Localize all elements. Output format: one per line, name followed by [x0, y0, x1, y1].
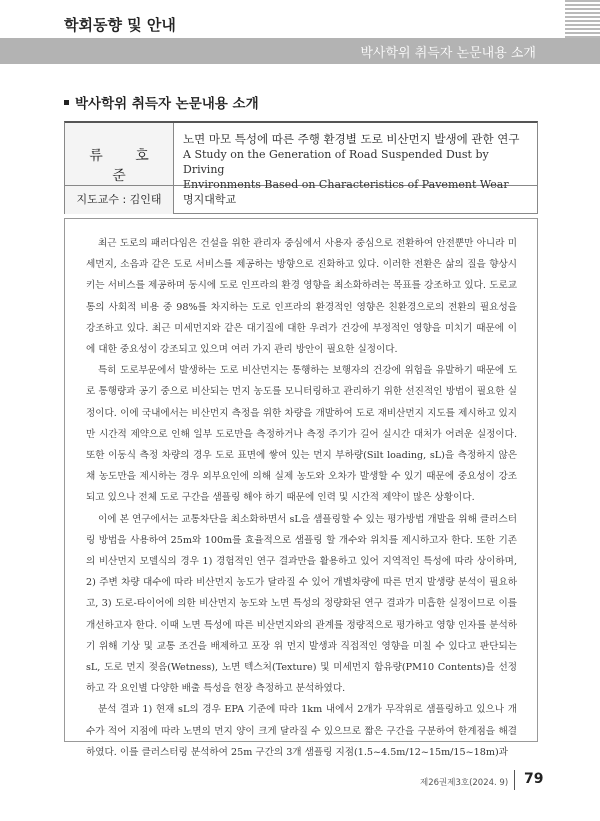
thesis-title-english-line1: A Study on the Generation of Road Suspended Dust by Driving — [183, 148, 489, 176]
header-stripes-decoration — [565, 0, 600, 38]
abstract-paragraph-1: 최근 도로의 패러다임은 건설을 위한 관리자 중심에서 사용자 중심으로 전환하여 안전뿐만 아니라 미세먼지, 소음과 같은 도로 서비스를 제공하는 방향으로 진화하고 있다. 이러한 전환은 삶의 질을 향상시키는 서비스를 제공하며 동시에 도로 인프라의 환경 영향을 최소화하려는 목표를 강조하고 있다. 도로교통의 사회적 비용 중 98%를 차지하는 도로 인프라의 환경적인 영향은 친환경으로의 전환의 필요성을 강조하고 있다. 최근 미세먼지와 같은 대기질에 대한 우려가 건강에 부정적인 영향을 미치기 때문에 이에 대한 중요성이 강조되고 있으며 여러 가지 관리 방안이 필요한 실정이다. — [86, 238, 517, 356]
abstract-paragraph-4: 분석 결과 1) 현재 sL의 경우 EPA 기준에 따라 1km 내에서 2개가 무작위로 샘플링하고 있으나 개수가 적어 지점에 따라 노면의 먼지 양이 크게 달라질 수 있으므로 짧은 구간을 구분하여 한계점을 해결하였다. 이를 클러스터링 분석하여 25m 구간의 3개 샘플링 지점(1.5~4.5m/12~15m/15~18m)과 — [86, 704, 517, 758]
author-name-cell — [65, 123, 174, 185]
university-cell: 명지대학교 — [183, 193, 237, 206]
info-row-advisor — [65, 186, 537, 214]
author-info-table — [64, 121, 538, 214]
footer-divider — [514, 770, 515, 790]
abstract-paragraph-2: 특히 도로부문에서 발생하는 도로 비산먼지는 통행하는 보행자의 건강에 위험을 유발하기 때문에 도로 통행량과 공기 중으로 비산되는 먼지 농도를 모니터링하고 관리하기 위한 선진적인 방법이 필요한 실정이다. 이에 국내에서는 비산먼지 측정을 위한 차량을 개발하여 도로 재비산먼지 지도를 제시하고 있지만 시간적 제약으로 인해 일부 도로만을 측정하거나 측정 주기가 길어 실시간 대처가 어려운 실정이다. 또한 이동식 측정 차량의 경우 도로 표면에 쌓여 있는 먼지 부하량(Silt loading, sL)을 측정하지 않은 채 농도만을 제시하는 경우 외부요인에 의해 실제 농도와 오차가 발생할 수 있기 때문에 중요성이 강조되고 있으나 전체 도로 구간을 샘플링 해야 하기 때문에 인력 및 시간적 제약이 많은 상황이다. — [86, 365, 517, 504]
subheading — [64, 92, 259, 112]
abstract-text — [86, 233, 517, 763]
section-title: 학회동향 및 안내 — [64, 16, 176, 34]
thesis-title-english-line2: Environments Based on Characteristics of Pavement Wear — [183, 178, 509, 191]
thesis-title-korean: 노면 마모 특성에 따른 주행 환경별 도로 비산먼지 발생에 관한 연구 — [183, 132, 520, 146]
abstract-paragraph-3: 이에 본 연구에서는 교통차단을 최소화하면서 sL을 샘플링할 수 있는 평가방법 개발을 위해 클러스터링 방법을 사용하여 25m와 100m를 효율적으로 샘플링 할 개수와 위치를 제시하고자 한다. 또한 기존의 비산먼지 모델식의 경우 1) 경험적인 연구 결과만을 활용하고 있어 지역적인 특성에 따라 상이하며, 2) 주변 차량 대수에 따라 비산먼지 농도가 달라질 수 있어 개별차량에 따른 먼지 발생량 분석이 필요하고, 3) 도로-타이어에 의한 비산먼지 농도와 노면 특성의 정량화된 연구 결과가 미흡한 실정이므로 이를 개선하고자 한다. 이때 노면 특성에 따른 비산먼지와의 관계를 정량적으로 평가하고 영향 인자를 분석하기 위해 기상 및 교통 조건을 배제하고 포장 위 먼지 발생과 직접적인 영향을 미칠 수 있다고 판단되는 sL, 도로 먼지 젖음(Wetness), 노면 텍스처(Texture) 및 미세먼지 함유량(PM10 Contents)을 선정하고 각 요인별 다양한 배출 특성을 현장 측정하고 분석하였다. — [86, 513, 517, 695]
subheading-text: 박사학위 취득자 논문내용 소개 — [75, 96, 259, 112]
author-name: 류 호 준 — [89, 148, 163, 184]
header-banner — [0, 38, 600, 64]
bullet-square-icon — [64, 100, 69, 105]
banner-text: 박사학위 취득자 논문내용 소개 — [360, 46, 536, 61]
info-row-title — [65, 123, 537, 191]
advisor-cell: 지도교수 : 김인태 — [65, 186, 174, 214]
page-number: 79 — [524, 771, 544, 787]
thesis-title-cell — [183, 131, 533, 192]
footer-issue: 제26권제3호(2024. 9) — [420, 778, 509, 788]
